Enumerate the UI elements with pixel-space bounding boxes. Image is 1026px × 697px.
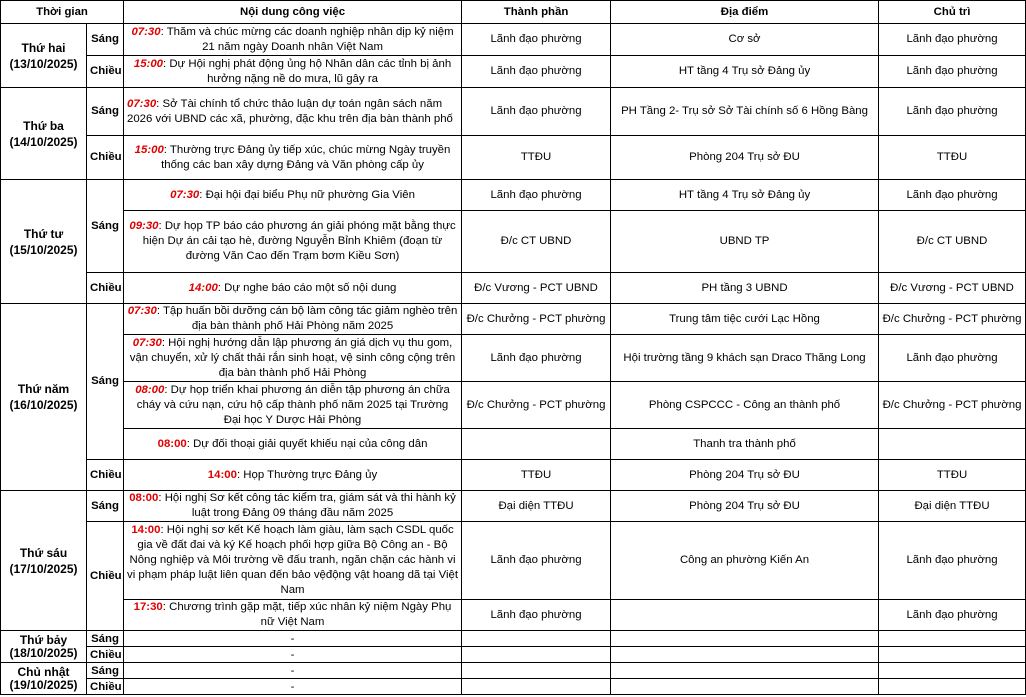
task-members: Lãnh đạo phường xyxy=(462,88,611,136)
day-date: (19/10/2025) xyxy=(9,677,78,692)
task-chair: TTĐU xyxy=(879,460,1026,491)
task-chair xyxy=(879,647,1026,663)
task-location: Phòng 204 Trụ sở ĐU xyxy=(611,491,879,522)
task-content xyxy=(124,273,462,304)
task-time: 14:00 xyxy=(131,524,161,536)
task-text: : Tập huấn bồi dưỡng cán bộ làm công tác giảm nghèo trên địa bàn thành phố Hải Phòng năm 2025 xyxy=(156,305,458,332)
task-time: 17:30 xyxy=(133,601,163,613)
day-cell-tuesday xyxy=(1,88,87,180)
day-name: Thứ năm xyxy=(17,382,70,396)
task-chair: Lãnh đạo phường xyxy=(879,180,1026,211)
task-content xyxy=(124,304,462,335)
session-afternoon: Chiều xyxy=(87,647,124,663)
task-time: 14:00 xyxy=(207,468,237,481)
task-members: Đ/c Chưởng - PCT phường xyxy=(462,304,611,335)
task-content xyxy=(124,24,462,56)
table-row xyxy=(1,335,1026,382)
task-location: Cơ sở xyxy=(611,24,879,56)
task-text: : Họp Thường trực Đảng ủy xyxy=(236,468,378,481)
day-cell-saturday xyxy=(1,631,87,663)
table-row xyxy=(1,88,1026,136)
task-chair: Đại diện TTĐU xyxy=(879,491,1026,522)
task-members: Đ/c Chưởng - PCT phường xyxy=(462,382,611,429)
task-members: TTĐU xyxy=(462,136,611,180)
task-chair: TTĐU xyxy=(879,136,1026,180)
task-text: : Dự nghe báo cáo một số nội dung xyxy=(217,281,397,294)
task-chair: Lãnh đạo phường xyxy=(879,335,1026,382)
task-chair xyxy=(879,429,1026,460)
session-morning: Sáng xyxy=(87,491,124,522)
task-text: : Thường trực Đảng ủy tiếp xúc, chúc mừng Ngày truyền thống các ban xây dựng Đảng và Văn phòng cấp ủy xyxy=(161,143,451,171)
table-row xyxy=(1,631,1026,647)
task-time: 08:00 xyxy=(129,492,159,504)
header-row xyxy=(1,1,1026,24)
table-row xyxy=(1,429,1026,460)
table-row xyxy=(1,180,1026,211)
header-members: Thành phần xyxy=(462,1,611,24)
task-content xyxy=(124,600,462,631)
task-location: Thanh tra thành phố xyxy=(611,429,879,460)
task-content xyxy=(124,88,462,136)
task-members: Đại diện TTĐU xyxy=(462,491,611,522)
table-row xyxy=(1,56,1026,88)
header-time: Thời gian xyxy=(1,1,124,24)
task-content xyxy=(124,382,462,429)
header-content: Nội dung công việc xyxy=(124,1,462,24)
task-text: : Thăm và chúc mừng các doanh nghiệp nhân dịp kỷ niệm 21 năm ngày Doanh nhân Việt Nam xyxy=(160,25,454,53)
task-time: 15:00 xyxy=(134,143,164,156)
table-row xyxy=(1,304,1026,335)
day-cell-friday xyxy=(1,491,87,631)
session-afternoon: Chiều xyxy=(87,273,124,304)
task-location: Trung tâm tiệc cưới Lạc Hồng xyxy=(611,304,879,335)
task-text: : Hội nghị Sơ kết công tác kiểm tra, giám sát và thi hành kỷ luật trong Đảng 09 tháng đầu năm 2025 xyxy=(158,492,456,519)
table-row xyxy=(1,382,1026,429)
task-content: - xyxy=(124,647,462,663)
session-afternoon: Chiều xyxy=(87,522,124,631)
header-chair: Chủ trì xyxy=(879,1,1026,24)
task-time: 09:30 xyxy=(129,220,159,232)
task-location xyxy=(611,663,879,679)
task-location: UBND TP xyxy=(611,211,879,273)
task-text: : Sở Tài chính tổ chức thảo luận dự toán ngân sách năm 2026 với UBND các xã, phường, đặc khu trên địa bàn thành phố xyxy=(127,97,453,125)
task-time: 08:00 xyxy=(157,437,187,450)
task-content: - xyxy=(124,679,462,695)
day-name: Thứ ba xyxy=(23,118,64,133)
task-content: - xyxy=(124,631,462,647)
task-members xyxy=(462,631,611,647)
day-cell-thursday xyxy=(1,304,87,491)
task-location: Phòng 204 Trụ sở ĐU xyxy=(611,460,879,491)
task-members: Lãnh đạo phường xyxy=(462,522,611,600)
task-location: Công an phường Kiến An xyxy=(611,522,879,600)
task-chair: Lãnh đạo phường xyxy=(879,600,1026,631)
task-content xyxy=(124,56,462,88)
task-time: 14:00 xyxy=(188,281,218,294)
day-date: (14/10/2025) xyxy=(9,134,78,149)
task-chair xyxy=(879,663,1026,679)
task-members: Lãnh đạo phường xyxy=(462,335,611,382)
task-members: Lãnh đạo phường xyxy=(462,600,611,631)
session-afternoon: Chiều xyxy=(87,136,124,180)
task-text: : Dự đối thoại giải quyết khiếu nại của công dân xyxy=(186,437,428,450)
task-time: 07:30 xyxy=(131,25,161,38)
task-text: : Hội nghị sơ kết Kế hoạch làm giàu, làm sạch CSDL quốc gia về đất đai và ký Kế hoạch phối hợp giữa Bộ Công an - Bộ Nông nghiệp và Môi trường về đấu tranh, ngăn chặn các hành vi vi phạm pháp luật liên quan đến bảo vệđộng vật hoang dã tại Việt Nam xyxy=(127,524,459,596)
day-cell-monday xyxy=(1,24,87,88)
session-afternoon: Chiều xyxy=(87,460,124,491)
day-cell-sunday xyxy=(1,663,87,695)
task-chair: Lãnh đạo phường xyxy=(879,56,1026,88)
task-chair: Lãnh đạo phường xyxy=(879,522,1026,600)
task-time: 07:30 xyxy=(127,97,157,110)
task-members: Lãnh đạo phường xyxy=(462,180,611,211)
task-content xyxy=(124,136,462,180)
task-members: Lãnh đạo phường xyxy=(462,24,611,56)
table-row xyxy=(1,460,1026,491)
task-content xyxy=(124,211,462,273)
task-content xyxy=(124,429,462,460)
task-members xyxy=(462,647,611,663)
task-text: : Hội nghị hướng dẫn lập phương án giá dịch vụ thu gom, vận chuyển, xử lý chất thải rắn sinh hoạt, vệ sinh công cộng trên địa bàn thành phố Hải Phòng xyxy=(129,336,456,379)
session-afternoon: Chiều xyxy=(87,56,124,88)
task-content xyxy=(124,522,462,600)
task-text: : Dự họp triển khai phương án diễn tập phương án chữa cháy và cứu nạn, cứu hộ cấp thành phố năm 2025 tại Trường Đại học Y Dược Hải Phòng xyxy=(136,383,450,426)
table-row xyxy=(1,679,1026,695)
session-morning: Sáng xyxy=(87,631,124,647)
task-chair: Đ/c Chưởng - PCT phường xyxy=(879,382,1026,429)
task-location: HT tầng 4 Trụ sở Đảng ủy xyxy=(611,56,879,88)
task-chair: Lãnh đạo phường xyxy=(879,88,1026,136)
task-location: Phòng 204 Trụ sở ĐU xyxy=(611,136,879,180)
task-members: Đ/c CT UBND xyxy=(462,211,611,273)
task-text: : Chương trình gặp mặt, tiếp xúc nhân kỷ niệm Ngày Phụ nữ Việt Nam xyxy=(162,601,452,628)
task-content xyxy=(124,180,462,211)
day-name: Thứ sáu xyxy=(19,545,68,560)
task-text: : Dự họp TP báo cáo phương án giải phóng mặt bằng thực hiện Dự án cải tạo hè, đường Nguyễn Bỉnh Khiêm (đoạn từ đường Văn Cao đến Trạm bơm Kiều Sơn) xyxy=(142,220,456,262)
task-content xyxy=(124,491,462,522)
task-text: : Đại hội đại biểu Phụ nữ phường Gia Viên xyxy=(199,188,415,201)
header-location: Địa điểm xyxy=(611,1,879,24)
session-morning: Sáng xyxy=(87,88,124,136)
task-location: HT tầng 4 Trụ sở Đảng ủy xyxy=(611,180,879,211)
session-morning: Sáng xyxy=(87,304,124,460)
task-members xyxy=(462,679,611,695)
task-chair: Đ/c CT UBND xyxy=(879,211,1026,273)
task-time: 07:30 xyxy=(170,188,200,201)
day-cell-wednesday xyxy=(1,180,87,304)
day-date: (17/10/2025) xyxy=(9,561,78,576)
session-morning: Sáng xyxy=(87,663,124,679)
task-chair: Đ/c Chưởng - PCT phường xyxy=(879,304,1026,335)
task-location xyxy=(611,647,879,663)
table-row xyxy=(1,663,1026,679)
session-afternoon: Chiều xyxy=(87,679,124,695)
task-time: 07:30 xyxy=(132,336,162,349)
task-location: PH tầng 3 UBND xyxy=(611,273,879,304)
task-location xyxy=(611,600,879,631)
table-row xyxy=(1,24,1026,56)
task-chair xyxy=(879,679,1026,695)
task-location: PH Tầng 2- Trụ sở Sở Tài chính số 6 Hồng Bàng xyxy=(611,88,879,136)
task-time: 07:30 xyxy=(127,305,157,317)
day-date: (15/10/2025) xyxy=(9,242,78,257)
task-text: : Dự Hội nghị phát động ủng hộ Nhân dân các tỉnh bị ảnh hưởng nặng nề do mưa, lũ gây ra xyxy=(163,57,452,85)
task-location: Phòng CSPCCC - Công an thành phố xyxy=(611,382,879,429)
day-date: (18/10/2025) xyxy=(9,645,78,660)
day-name: Thứ bảy xyxy=(19,632,68,647)
day-name: Thứ hai xyxy=(21,40,66,55)
task-members xyxy=(462,429,611,460)
task-location xyxy=(611,631,879,647)
day-name: Thứ tư xyxy=(23,226,64,241)
task-location xyxy=(611,679,879,695)
task-chair: Đ/c Vương - PCT UBND xyxy=(879,273,1026,304)
task-chair xyxy=(879,631,1026,647)
task-time: 15:00 xyxy=(133,57,163,70)
task-content xyxy=(124,335,462,382)
task-chair: Lãnh đạo phường xyxy=(879,24,1026,56)
session-morning: Sáng xyxy=(87,24,124,56)
task-content: - xyxy=(124,663,462,679)
session-morning: Sáng xyxy=(87,180,124,273)
table-row xyxy=(1,647,1026,663)
table-row xyxy=(1,491,1026,522)
table-row xyxy=(1,522,1026,600)
day-date: (16/10/2025) xyxy=(9,398,78,412)
task-members xyxy=(462,663,611,679)
day-date: (13/10/2025) xyxy=(9,56,78,71)
task-members: Lãnh đạo phường xyxy=(462,56,611,88)
task-members: TTĐU xyxy=(462,460,611,491)
table-row xyxy=(1,273,1026,304)
table-row xyxy=(1,211,1026,273)
day-name: Chủ nhật xyxy=(17,664,70,679)
task-time: 08:00 xyxy=(135,383,165,396)
task-location: Hội trường tầng 9 khách sạn Draco Thăng Long xyxy=(611,335,879,382)
task-members: Đ/c Vương - PCT UBND xyxy=(462,273,611,304)
task-content xyxy=(124,460,462,491)
table-row xyxy=(1,136,1026,180)
table-row xyxy=(1,600,1026,631)
